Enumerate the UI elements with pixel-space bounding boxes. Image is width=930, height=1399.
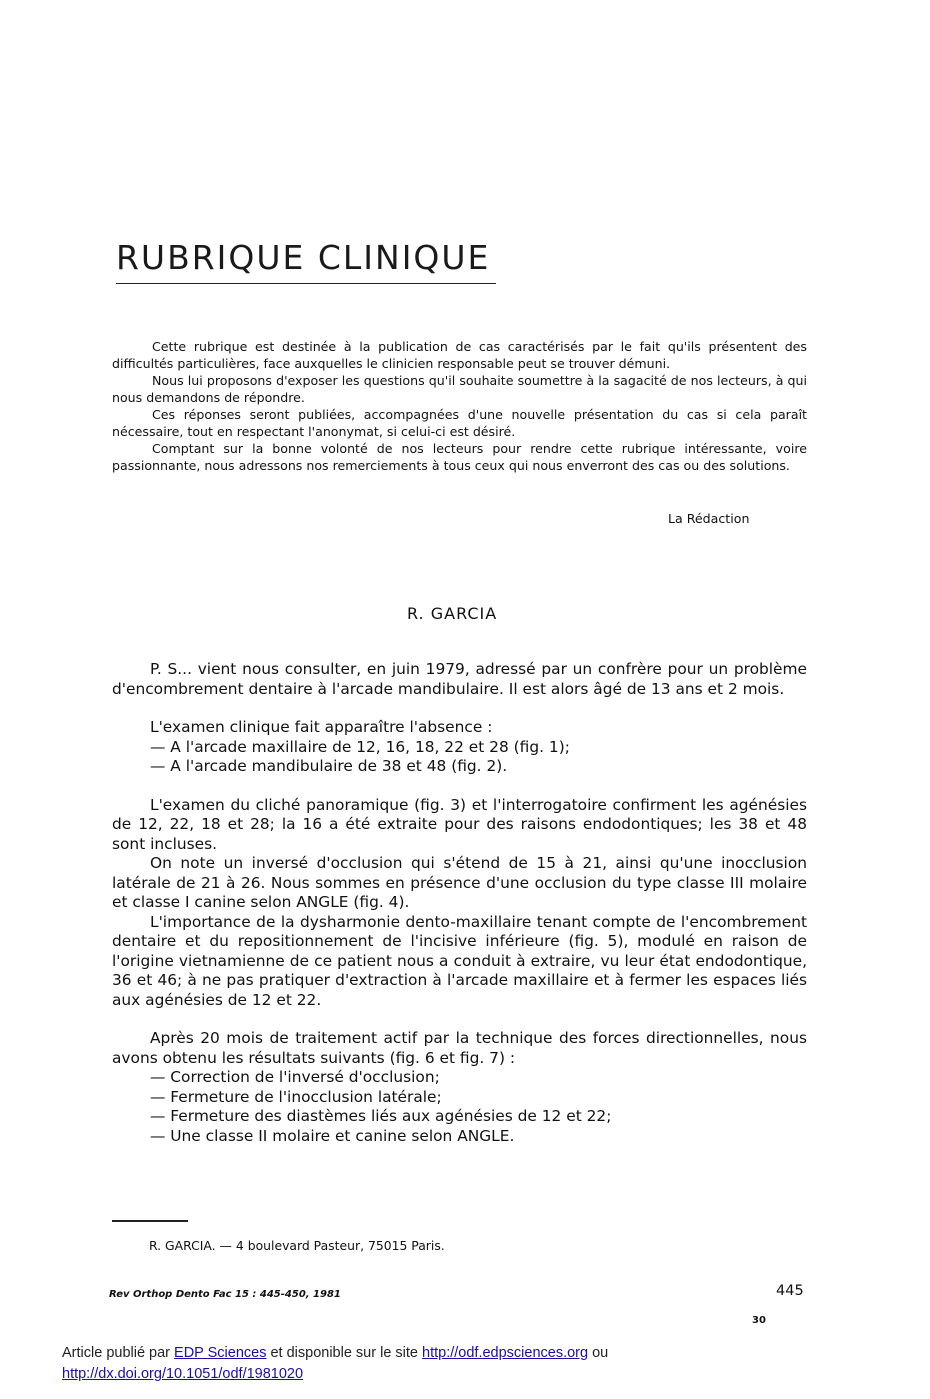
doi-link[interactable]: http://dx.doi.org/10.1051/odf/1981020 <box>62 1366 304 1382</box>
intro-paragraph: Ces réponses seront publiées, accompagnées d'une nouvelle présentation du cas si cela paraît nécessaire, tout en respectant l'anonymat, si celui-ci est désiré. <box>112 407 807 439</box>
sheet-number: 30 <box>752 1315 766 1326</box>
page-title: RUBRIQUE CLINIQUE <box>116 238 491 277</box>
list-item: — Correction de l'inversé d'occlusion; <box>150 1068 440 1086</box>
list-item: — A l'arcade maxillaire de 12, 16, 18, 22 et 28 (fig. 1); <box>150 737 570 756</box>
publisher-link[interactable]: EDP Sciences <box>174 1345 267 1361</box>
body-paragraph: Après 20 mois de traitement actif par la technique des forces directionnelles, nous avons obtenu les résultats suivants (fig. 6 et fig. 7) : <box>112 1029 807 1067</box>
body-paragraph: L'examen du cliché panoramique (fig. 3) et l'interrogatoire confirment les agénésies de 12, 22, 18 et 28; la 16 a été extraite pour des raisons endodontiques; les 38 et 48 sont incluses. <box>112 795 807 853</box>
journal-citation: Rev Orthop Dento Fac 15 : 445-450, 1981 <box>109 1289 341 1300</box>
body-paragraph: L'examen clinique fait apparaître l'absence : <box>150 718 493 736</box>
paragraph-gap <box>112 1010 807 1029</box>
credit-prefix: Article publié par <box>62 1345 175 1361</box>
paragraph-gap <box>112 777 807 796</box>
footnote-rule <box>112 1220 188 1222</box>
paragraph-gap <box>112 699 807 718</box>
credit-suffix: ou <box>588 1345 609 1361</box>
editorial-signature: La Rédaction <box>668 511 750 526</box>
absence-list <box>112 738 807 777</box>
credit-middle: et disponible sur le site <box>266 1345 423 1361</box>
list-item: — Une classe II molaire et canine selon ANGLE. <box>150 1126 515 1145</box>
intro-paragraph: Cette rubrique est destinée à la publication de cas caractérisés par le fait qu'ils présentent des difficultés particulières, face auxquelles le clinicien responsable peut se trouver démuni. <box>112 339 807 371</box>
publisher-credit <box>62 1343 608 1385</box>
site-link[interactable]: http://odf.edpsciences.org <box>422 1345 589 1361</box>
list-item: — Fermeture des diastèmes liés aux agénésies de 12 et 22; <box>150 1107 612 1125</box>
results-list <box>112 1068 807 1146</box>
list-item: — A l'arcade mandibulaire de 38 et 48 (fig. 2). <box>150 757 508 775</box>
intro-paragraph: Comptant sur la bonne volonté de nos lecteurs pour rendre cette rubrique intéressante, voire passionnante, nous adressons nos remerciements à tous ceux qui nous enverront des cas ou des solutions. <box>112 441 807 473</box>
title-underline <box>116 283 496 284</box>
body-paragraph: P. S... vient nous consulter, en juin 1979, adressé par un confrère pour un problème d'encombrement dentaire à l'arcade mandibulaire. Il est alors âgé de 13 ans et 2 mois. <box>112 660 807 698</box>
article-author: R. GARCIA <box>407 604 498 623</box>
article-body <box>112 660 807 1146</box>
body-paragraph: On note un inversé d'occlusion qui s'étend de 15 à 21, ainsi qu'une inocclusion latérale de 21 à 26. Nous sommes en présence d'une occlusion du type classe III molaire et classe I canine selon ANGLE (fig. 4). <box>112 854 807 911</box>
author-address-footnote: R. GARCIA. — 4 boulevard Pasteur, 75015 Paris. <box>149 1238 445 1253</box>
list-item: — Fermeture de l'inocclusion latérale; <box>150 1087 442 1106</box>
editorial-intro <box>112 338 807 474</box>
body-paragraph: L'importance de la dysharmonie dento-maxillaire tenant compte de l'encombrement dentaire et du repositionnement de l'incisive inférieure (fig. 5), modulé en raison de l'origine vietnamienne de ce patient nous a conduit à extraire, vu leur état endodontique, 36 et 46; à ne pas pratiquer d'extraction à l'arcade maxillaire et à fermer les espaces liés aux agénésies de 12 et 22. <box>112 912 807 1009</box>
intro-paragraph: Nous lui proposons d'exposer les questions qu'il souhaite soumettre à la sagacité de nos lecteurs, à qui nous demandons de répondre. <box>112 373 807 405</box>
page-number: 445 <box>776 1283 804 1299</box>
